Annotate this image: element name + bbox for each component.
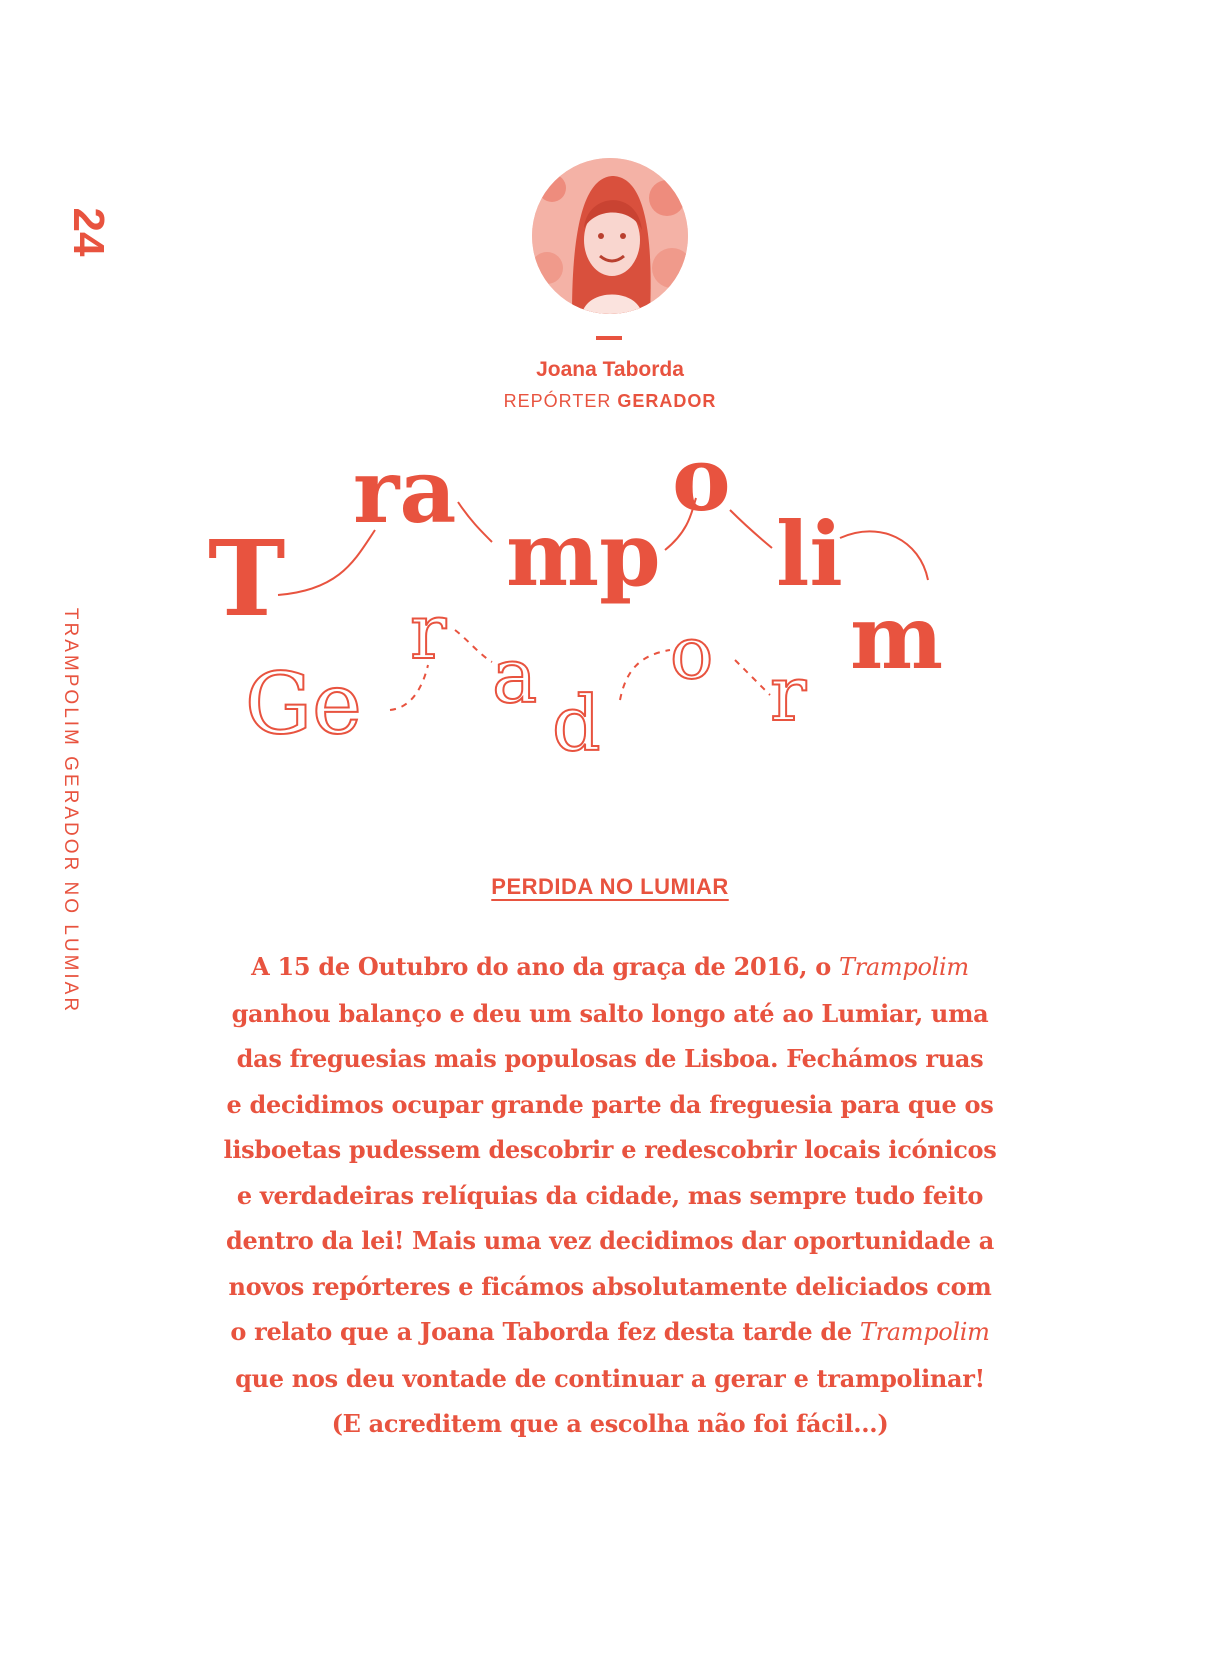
divider-dash (596, 336, 622, 340)
title-letter-m: m (850, 585, 944, 689)
section-heading: PERDIDA NO LUMIAR (491, 874, 729, 899)
author-role-org: GERADOR (617, 391, 717, 411)
body-line: A 15 de Outubro do ano da graça de 2016, o Trampolim (251, 952, 969, 981)
body-line: dentro da lei! Mais uma vez decidimos dar oportunidade a (225, 1226, 995, 1255)
page-number: 24 (64, 207, 113, 257)
author-name: Joana Taborda (536, 358, 684, 381)
body-line: e decidimos ocupar grande parte da freguesia para que os (226, 1089, 994, 1119)
author-role-prefix: REPÓRTER (503, 391, 612, 411)
author-photo (532, 158, 688, 314)
body-line: e verdadeiras relíquias da cidade, mas sempre tudo feito (236, 1180, 984, 1210)
body-line: ganhou balanço e deu um salto longo até ao Lumiar, uma (231, 998, 989, 1028)
title-letter-T: T (208, 517, 286, 640)
outline-letter-d: d (552, 679, 601, 768)
body-line: (E acreditem que a escolha não foi fácil...) (331, 1409, 889, 1438)
title-letters-mp: mp (506, 502, 661, 606)
title-lettering (200, 450, 1020, 810)
portrait-photo (532, 158, 688, 314)
body-line: o relato que a Joana Taborda fez desta tarde de Trampolim (230, 1317, 990, 1346)
outline-letter-r1: r (410, 587, 447, 676)
title-letter-o: o (672, 450, 731, 531)
title-letters-li: li (776, 502, 843, 606)
body-text (220, 944, 1000, 1447)
body-line: das freguesias mais populosas de Lisboa. Fechámos ruas (236, 1044, 984, 1073)
author-role (410, 391, 810, 412)
outline-letters-Ge: Ge (245, 655, 362, 753)
side-running-title: TRAMPOLIM GERADOR NO LUMIAR (60, 607, 81, 1015)
title-letters-ra: ra (353, 450, 457, 543)
body-line: que nos deu vontade de continuar a gerar e trampolinar! (235, 1363, 985, 1393)
outline-letter-r2: r (770, 649, 807, 738)
body-line: novos repórteres e ficámos absolutamente deliciados com (228, 1271, 992, 1301)
outline-letter-a: a (492, 631, 538, 720)
body-line: lisboetas pudessem descobrir e redescobrir locais icónicos (223, 1135, 997, 1164)
outline-letter-o: o (670, 611, 714, 695)
